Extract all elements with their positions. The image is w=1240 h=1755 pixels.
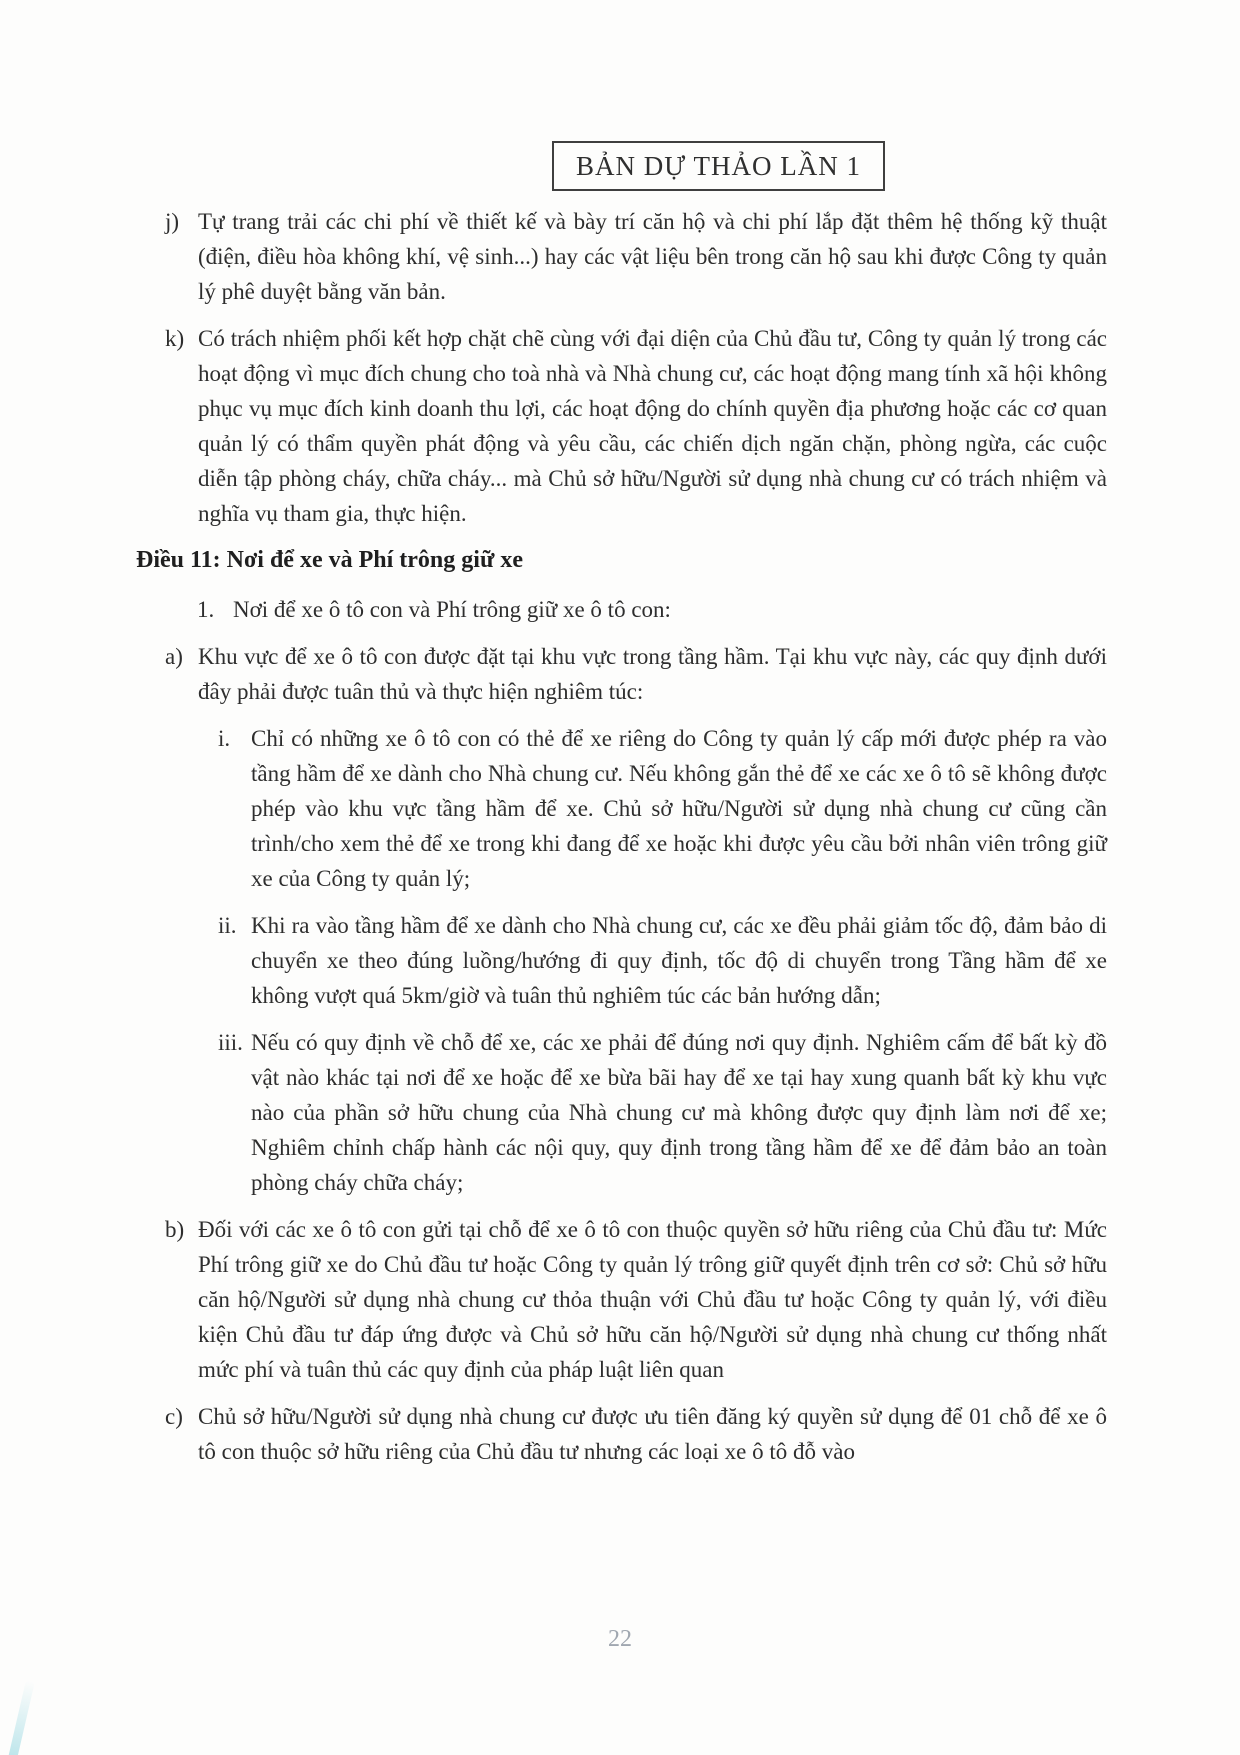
paragraph-a (165, 639, 1107, 709)
subitem-ii-marker: ii. (218, 913, 237, 938)
subitem-iii-marker: iii. (218, 1030, 243, 1055)
paragraph-k (165, 321, 1107, 531)
subitem-iii-text: Nếu có quy định về chỗ để xe, các xe phải để đúng nơi quy định. Nghiêm cấm để bất kỳ đồ vật nào khác tại nơi để xe hoặc để xe bừa bãi hay để xe tại hay xung quanh bất kỳ khu vực nào của phần sở hữu chung của Nhà chung cư mà không được quy định làm nơi để xe; Nghiêm chỉnh chấp hành các nội quy, quy định trong tầng hầm để xe để đảm bảo an toàn phòng cháy chữa cháy; (251, 1030, 1107, 1195)
paragraph-a-marker: a) (165, 644, 183, 669)
paragraph-k-text: Có trách nhiệm phối kết hợp chặt chẽ cùng với đại diện của Chủ đầu tư, Công ty quản lý trong các hoạt động vì mục đích chung cho toà nhà và Nhà chung cư, các hoạt động mang tính xã hội không phục vụ mục đích kinh doanh thu lợi, các hoạt động do chính quyền địa phương hoặc các cơ quan quản lý có thẩm quyền phát động và yêu cầu, các chiến dịch ngăn chặn, phòng ngừa, các cuộc diễn tập phòng cháy, chữa cháy... mà Chủ sở hữu/Người sử dụng nhà chung cư có trách nhiệm và nghĩa vụ tham gia, thực hiện. (198, 326, 1107, 526)
subitem-ii-text: Khi ra vào tầng hầm để xe dành cho Nhà chung cư, các xe đều phải giảm tốc độ, đảm bảo di chuyển xe theo đúng luồng/hướng đi quy định, tốc độ di chuyển trong Tầng hầm để xe không vượt quá 5km/giờ và tuân thủ nghiêm túc các bản hướng dẫn; (251, 913, 1107, 1008)
paragraph-c-text: Chủ sở hữu/Người sử dụng nhà chung cư được ưu tiên đăng ký quyền sử dụng để 01 chỗ để xe ô tô con thuộc sở hữu riêng của Chủ đầu tư nhưng các loại xe ô tô đỗ vào (198, 1404, 1107, 1464)
paragraph-k-marker: k) (165, 326, 185, 351)
paragraph-j-marker: j) (165, 209, 180, 234)
draft-stamp-text: BẢN DỰ THẢO LẦN 1 (576, 151, 861, 181)
clause-1-marker: 1. (197, 597, 215, 622)
paragraph-b-marker: b) (165, 1217, 185, 1242)
article-11-heading: Điều 11: Nơi để xe và Phí trông giữ xe (136, 547, 523, 573)
paragraph-c (165, 1399, 1107, 1469)
subitem-iii (218, 1025, 1107, 1200)
paragraph-b (165, 1212, 1107, 1387)
subitem-i-text: Chỉ có những xe ô tô con có thẻ để xe riêng do Công ty quản lý cấp mới được phép ra vào tầng hầm để xe dành cho Nhà chung cư. Nếu không gắn thẻ để xe các xe ô tô sẽ không được phép vào khu vực tầng hầm để xe. Chủ sở hữu/Người sử dụng nhà chung cư cũng cần trình/cho xem thẻ để xe trong khi đang để xe hoặc khi được yêu cầu bởi nhân viên trông giữ xe của Công ty quản lý; (251, 726, 1107, 891)
subitem-i (218, 721, 1107, 896)
subitem-ii (218, 908, 1107, 1013)
paragraph-a-text: Khu vực để xe ô tô con được đặt tại khu vực trong tầng hầm. Tại khu vực này, các quy định dưới đây phải được tuân thủ và thực hiện nghiêm túc: (198, 644, 1107, 704)
clause-1-text: Nơi để xe ô tô con và Phí trông giữ xe ô tô con: (233, 597, 671, 622)
clause-1 (197, 592, 1107, 627)
paragraph-j-text: Tự trang trải các chi phí về thiết kế và bày trí căn hộ và chi phí lắp đặt thêm hệ thống kỹ thuật (điện, điều hòa không khí, vệ sinh...) hay các vật liệu bên trong căn hộ sau khi được Công ty quản lý phê duyệt bằng văn bản. (198, 209, 1107, 304)
subitem-i-marker: i. (218, 726, 231, 751)
paragraph-c-marker: c) (165, 1404, 183, 1429)
document-body (136, 204, 1107, 1481)
paragraph-j (165, 204, 1107, 309)
paragraph-b-text: Đối với các xe ô tô con gửi tại chỗ để xe ô tô con thuộc quyền sở hữu riêng của Chủ đầu tư: Mức Phí trông giữ xe do Chủ đầu tư hoặc Công ty quản lý trông giữ quyết định trên cơ sở: Chủ sở hữu căn hộ/Người sử dụng nhà chung cư thỏa thuận với Chủ đầu tư hoặc Công ty quản lý, với điều kiện Chủ đầu tư đáp ứng được và Chủ sở hữu căn hộ/Người sử dụng nhà chung cư thống nhất mức phí và tuân thủ các quy định của pháp luật liên quan (198, 1217, 1107, 1382)
scan-artifact (6, 1680, 35, 1755)
page-number: 22 (608, 1626, 632, 1652)
draft-stamp (552, 141, 885, 191)
